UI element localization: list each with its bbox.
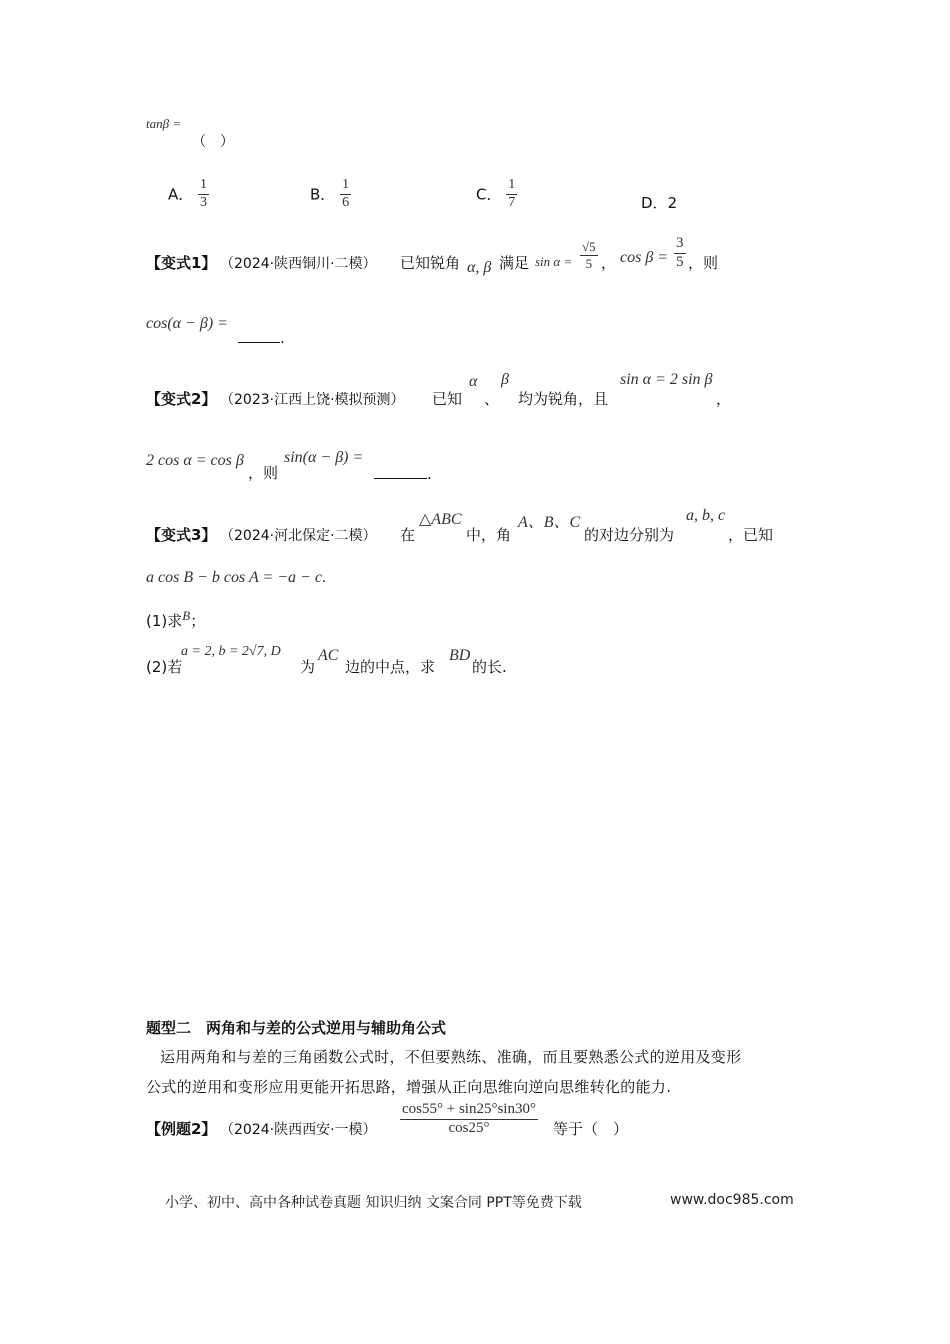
example2-source: （2024·陕西西安·一模） bbox=[220, 1122, 377, 1138]
section2-title: 题型二 两角和与差的公式逆用与辅助角公式 bbox=[146, 1019, 447, 1037]
variant3-equation bbox=[146, 569, 326, 587]
variant3-text4: ，已知 bbox=[728, 526, 774, 544]
variant3-equation-text: a cos B − b cos A = −a − c bbox=[146, 569, 322, 586]
variant3-text1: 在 bbox=[400, 526, 416, 544]
variant2-text1: 已知 bbox=[432, 390, 463, 408]
variant2-alpha: α bbox=[469, 373, 478, 390]
answer-parentheses: （ ） bbox=[192, 134, 234, 150]
variant1-source: （2024·陕西铜川·二模） bbox=[220, 256, 377, 272]
variant3-part2-label: (2)若 bbox=[146, 658, 183, 676]
option-c-label: C． bbox=[476, 185, 502, 204]
option-d bbox=[641, 192, 677, 213]
variant2-tag: 【变式2】 bbox=[146, 390, 217, 408]
variant3-part1-end: ； bbox=[190, 612, 206, 630]
variant2-beta: β bbox=[501, 371, 509, 388]
variant2-period: . bbox=[427, 465, 432, 483]
variant3-part1 bbox=[146, 608, 205, 631]
variant1-expression: cos(α − β) = bbox=[146, 315, 228, 332]
option-b-denominator: 6 bbox=[342, 194, 350, 210]
variant3-part1-label: (1)求 bbox=[146, 612, 183, 630]
variant3-part2-bd: BD bbox=[449, 647, 471, 664]
variant1-answer-blank[interactable] bbox=[238, 326, 285, 347]
variant1-period: . bbox=[280, 329, 285, 347]
example2-denominator: cos25° bbox=[448, 1119, 490, 1136]
example2-fraction bbox=[400, 1102, 538, 1137]
option-a bbox=[168, 178, 209, 210]
variant3-text2: 中，角 bbox=[466, 526, 512, 544]
option-b-fraction bbox=[340, 178, 351, 210]
option-c-fraction bbox=[506, 178, 517, 210]
option-a-label: A． bbox=[168, 185, 194, 204]
variant3-sides: a, b, c bbox=[686, 507, 726, 524]
example2-tail: 等于（ ） bbox=[553, 1120, 629, 1138]
variant3-text3: 的对边分别为 bbox=[584, 526, 675, 544]
variant1-cos-denominator: 5 bbox=[676, 253, 684, 270]
option-c-denominator: 7 bbox=[508, 194, 516, 210]
variant1-sin-denominator: 5 bbox=[585, 255, 593, 271]
variant3-triangle: △ABC bbox=[419, 511, 462, 528]
option-b-numerator: 1 bbox=[340, 178, 351, 195]
example2-numerator: cos55° + sin25°sin30° bbox=[400, 1102, 538, 1120]
variant1-text1: 已知锐角 bbox=[400, 254, 461, 272]
variant1-cos-lhs: cos β = bbox=[620, 249, 669, 266]
variant3-tag: 【变式3】 bbox=[146, 526, 217, 544]
variant3-part2-text3: 的长. bbox=[472, 658, 507, 676]
variant2-expression: sin(α − β) = bbox=[284, 449, 364, 466]
variant3-angles: A、B、C bbox=[518, 514, 581, 531]
variant3-equation-period: . bbox=[321, 569, 326, 586]
variant2-text2: 均为锐角，且 bbox=[518, 390, 609, 408]
variant3-part2-ac: AC bbox=[318, 647, 339, 664]
variant3-part2-condition: a = 2, b = 2√7, D bbox=[181, 644, 281, 659]
option-c-numerator: 1 bbox=[506, 178, 517, 195]
option-c bbox=[476, 178, 517, 210]
variant2-separator: 、 bbox=[484, 390, 500, 408]
variant1-cos-numerator: 3 bbox=[674, 236, 686, 254]
variant3-part2-text2: 边的中点，求 bbox=[345, 658, 436, 676]
variant1-tag: 【变式1】 bbox=[146, 254, 217, 272]
variant1-sin-fraction bbox=[580, 240, 598, 270]
variant2-text3: ，则 bbox=[248, 464, 279, 482]
variant2-comma: ， bbox=[716, 390, 732, 408]
footer-text: 小学、初中、高中各种试卷真题 知识归纳 文案合同 PPT等免费下载 bbox=[165, 1195, 582, 1211]
option-b-label: B． bbox=[310, 185, 336, 204]
variant3-source: （2024·河北保定·二模） bbox=[220, 528, 377, 544]
variant2-source: （2023·江西上饶·模拟预测） bbox=[220, 392, 405, 408]
option-a-numerator: 1 bbox=[198, 178, 209, 195]
variant3-part2-text1: 为 bbox=[300, 658, 316, 676]
variant1-sin-numerator: √5 bbox=[582, 239, 596, 254]
variant1-text3: ，则 bbox=[688, 254, 719, 272]
option-a-fraction bbox=[198, 178, 209, 210]
option-d-label: D． bbox=[641, 194, 668, 212]
option-b bbox=[310, 178, 351, 210]
variant1-comma: ， bbox=[601, 254, 617, 272]
section2-paragraph-line2: 公式的逆用和变形应用更能开拓思路，增强从正向思维向逆向思维转化的能力. bbox=[146, 1078, 672, 1096]
section2-paragraph-line1: 运用两角和与差的三角函数公式时，不但要熟练、准确，而且要熟悉公式的逆用及变形 bbox=[160, 1048, 742, 1066]
example2-tag: 【例题2】 bbox=[146, 1120, 217, 1138]
variant1-cos-fraction bbox=[674, 236, 686, 271]
variant2-answer-blank[interactable] bbox=[374, 462, 432, 483]
variant2-equation2: 2 cos α = cos β bbox=[146, 452, 244, 469]
option-d-value: 2 bbox=[667, 194, 678, 212]
variant1-text2: 满足 bbox=[499, 254, 530, 272]
option-a-denominator: 3 bbox=[200, 194, 208, 210]
footer-url[interactable]: www.doc985.com bbox=[670, 1192, 794, 1208]
variant3-part1-var: B bbox=[182, 608, 191, 623]
variant2-equation1: sin α = 2 sin β bbox=[620, 371, 713, 388]
variant1-vars: α, β bbox=[467, 259, 492, 276]
question-stem-tan-beta: tanβ = bbox=[146, 116, 182, 131]
variant1-sin-lhs: sin α = bbox=[535, 254, 573, 269]
